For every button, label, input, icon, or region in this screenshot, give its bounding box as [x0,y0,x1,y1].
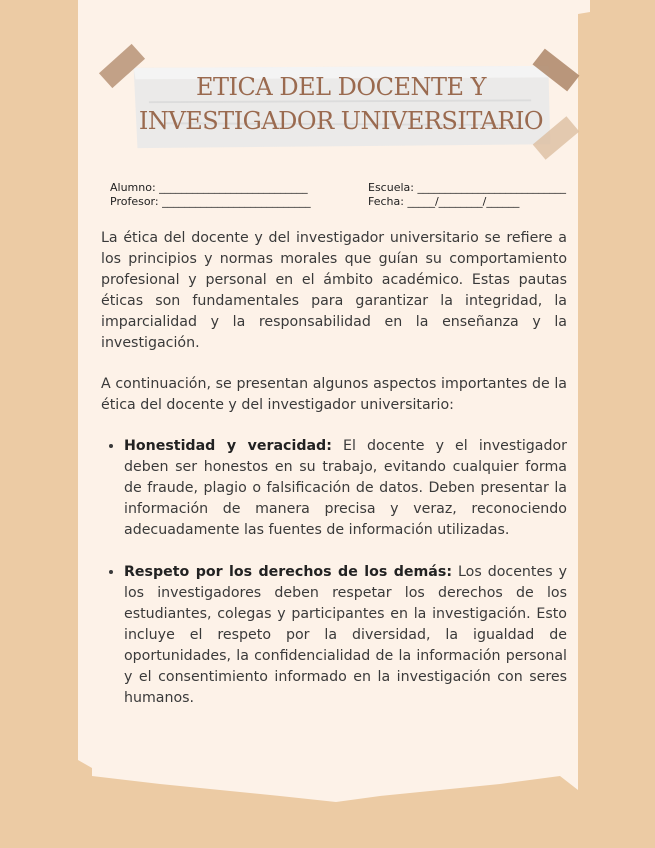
item-term: Respeto por los derechos de los demás: [124,564,452,580]
aspects-list [101,436,567,709]
profesor-field[interactable]: Profesor: ___________________________ [110,195,311,208]
fecha-field[interactable]: Fecha: _____/________/______ [368,195,520,208]
alumno-field[interactable]: Alumno: ___________________________ [110,181,308,194]
list-item [124,562,567,709]
list-item [124,436,567,541]
document-body [101,228,567,730]
item-text: El docente y el investigador deben ser honestos en su trabajo, evitando cualquier forma de fraude, plagio o falsificación de datos. Deben presentar la información de manera precisa y veraz, reconociendo adecuadamente las fuentes de información utilizadas. [124,438,567,538]
intro-paragraph: La ética del docente y del investigador universitario se refiere a los principios y normas morales que guían su comportamiento profesional y personal en el ámbito académico. Estas pautas éticas son fundamentales para garantizar la integridad, la imparcialidad y la responsabilidad en la enseñanza y la investigación. [101,230,567,351]
item-term: Honestidad y veracidad: [124,438,332,454]
title-line-1: ETICA DEL DOCENTE Y [196,73,486,101]
escuela-field[interactable]: Escuela: ___________________________ [368,181,566,194]
page-title [120,70,562,138]
item-text: Los docentes y los investigadores deben respetar los derechos de los estudiantes, colegas y participantes en la investigación. Esto incluye el respeto por la diversidad, la igualdad de oportunidades, la confidencialidad de la información personal y el consentimiento informado en la investigación con seres humanos. [124,564,568,706]
lead-paragraph: A continuación, se presentan algunos aspectos importantes de la ética del docente y del investigador universitario: [101,376,567,413]
title-line-2: INVESTIGADOR UNIVERSITARIO [138,107,544,135]
